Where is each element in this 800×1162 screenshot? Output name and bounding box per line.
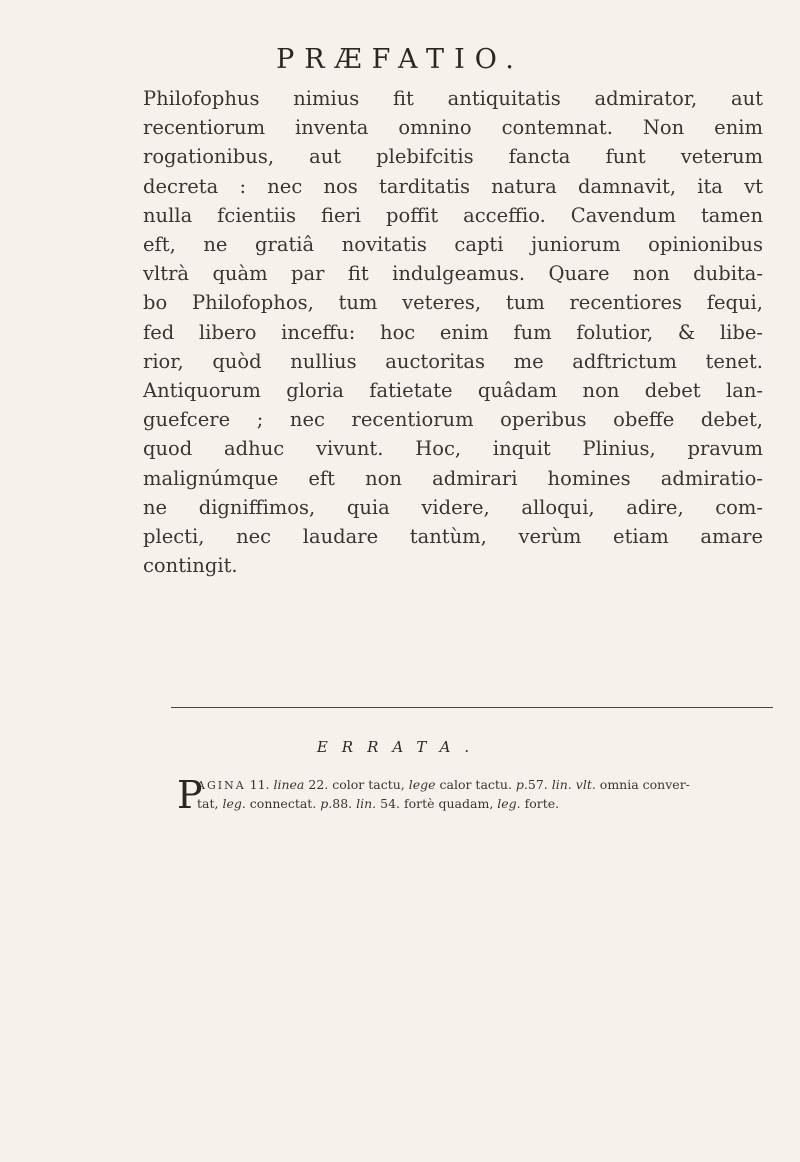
text-line: Philofophus nimius fit antiquitatis admirator, aut bbox=[143, 87, 763, 110]
errata-italic: leg. bbox=[497, 796, 521, 811]
errata-segment: 11. bbox=[245, 777, 274, 792]
errata-text bbox=[177, 773, 782, 817]
errata-segment: forte. bbox=[520, 796, 560, 811]
text-line: rogationibus, aut plebifcitis fancta funt veterum bbox=[143, 145, 763, 169]
errata-title: ERRATA. bbox=[316, 738, 484, 756]
drop-cap: P bbox=[177, 773, 203, 817]
page-title: PRÆFATIO. bbox=[276, 44, 524, 75]
errata-line bbox=[177, 795, 782, 813]
errata-segment: 88. bbox=[332, 796, 357, 811]
text-line: Antiquorum gloria fatietate quâdam non debet lan- bbox=[143, 379, 763, 403]
text-line: malignúmque eft non admirari homines admiratio- bbox=[143, 466, 763, 490]
text-line: ne digniffimos, quia videre, alloqui, adire, com- bbox=[143, 495, 763, 519]
errata-segment: omnia conver- bbox=[595, 777, 690, 792]
separator-rule bbox=[171, 707, 773, 708]
text-line: nulla fcientiis fieri poffit acceffio. Cavendum tamen bbox=[143, 203, 763, 227]
errata-italic: leg. bbox=[222, 796, 246, 811]
text-line: eft, ne gratiâ novitatis capti juniorum opinionibus bbox=[143, 233, 763, 257]
errata-line bbox=[177, 776, 782, 795]
text-line: bo Philofophos, tum veteres, tum recentiores fequi, bbox=[143, 291, 763, 315]
preface-text bbox=[143, 84, 783, 580]
errata-segment: 22. color tactu, bbox=[304, 777, 409, 792]
text-line: contingit. bbox=[143, 554, 238, 578]
text-line: plecti, nec laudare tantùm, verùm etiam amare bbox=[143, 525, 763, 549]
errata-italic: linea bbox=[273, 777, 305, 792]
errata-segment: connectat. bbox=[245, 796, 321, 811]
text-line: recentiorum inventa omnino contemnat. Non enim bbox=[143, 116, 763, 140]
errata-italic: p. bbox=[320, 796, 333, 811]
errata-italic: p. bbox=[515, 777, 528, 792]
errata-smallcaps: AGINA bbox=[197, 779, 246, 792]
text-line: guefcere ; nec recentiorum operibus obeffe debet, bbox=[143, 408, 763, 432]
text-line: fed libero inceffu: hoc enim fum folutior, & libe- bbox=[143, 320, 763, 344]
text-line: decreta : nec nos tarditatis natura damnavit, ita vt bbox=[143, 174, 763, 198]
errata-segment: tat, bbox=[197, 796, 223, 811]
text-line: rior, quòd nullius auctoritas me adftrictum tenet. bbox=[143, 349, 763, 373]
text-line: vltrà quàm par fit indulgeamus. Quare non dubita- bbox=[143, 262, 763, 286]
errata-italic: lin. bbox=[356, 796, 377, 811]
errata-segment: 57. bbox=[527, 777, 552, 792]
errata-segment: 54. fortè quadam, bbox=[376, 796, 498, 811]
text-line: quod adhuc vivunt. Hoc, inquit Plinius, pravum bbox=[143, 437, 763, 461]
errata-italic: lege bbox=[408, 777, 436, 792]
errata-segment: calor tactu. bbox=[435, 777, 516, 792]
errata-italic: lin. vlt. bbox=[551, 777, 596, 792]
